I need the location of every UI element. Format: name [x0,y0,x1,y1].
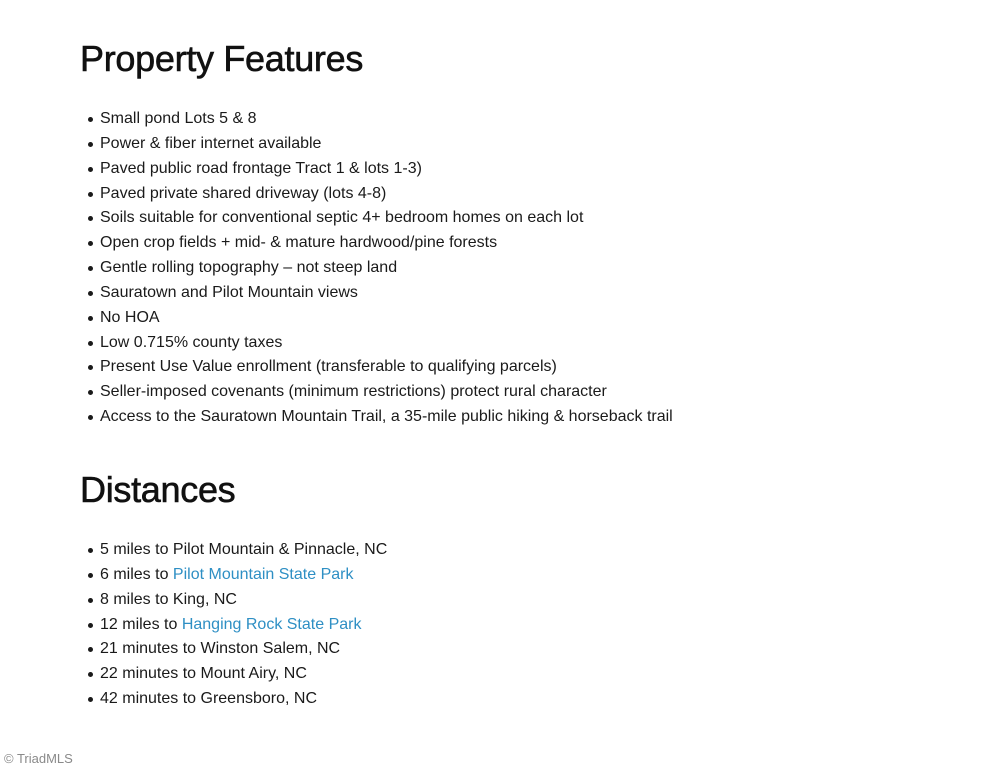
bullet-icon [88,697,93,702]
feature-item-text: Power & fiber internet available [100,134,322,152]
distance-item-text: 22 minutes to Mount Airy, NC [100,665,307,683]
bullet-icon [88,623,93,628]
feature-item-text: No HOA [100,308,160,326]
feature-item [100,157,673,182]
distance-item [100,613,387,638]
distance-item-text: 42 minutes to Greensboro, NC [100,690,317,708]
feature-item [100,355,673,380]
bullet-icon [88,573,93,578]
bullet-icon [88,216,93,221]
feature-item-text: Paved private shared driveway (lots 4-8) [100,184,387,202]
feature-item-text: Seller-imposed covenants (minimum restrictions) protect rural character [100,383,607,401]
triadmls-watermark: © TriadMLS [4,751,73,766]
distance-item [100,563,387,588]
bullet-icon [88,192,93,197]
bullet-icon [88,142,93,147]
feature-item-text: Gentle rolling topography – not steep land [100,259,398,277]
feature-item [100,107,673,132]
distances-heading: Distances [80,469,236,510]
distance-item-text: 5 miles to Pilot Mountain & Pinnacle, NC [100,541,388,558]
distance-item-text: 8 miles to King, NC [100,590,237,608]
distance-item-prefix: 6 miles to [100,565,173,583]
bullet-icon [88,415,93,420]
feature-item-text: Small pond Lots 5 & 8 [100,110,257,127]
bullet-icon [88,266,93,271]
feature-item-text: Sauratown and Pilot Mountain views [100,283,358,301]
feature-item [100,331,673,356]
bullet-icon [88,548,93,553]
bullet-icon [88,390,93,395]
feature-item [100,256,673,281]
pilot-mountain-state-park-link[interactable]: Pilot Mountain State Park [172,565,354,583]
feature-item [100,380,673,405]
distance-item-prefix: 12 miles to [100,615,182,633]
feature-item [100,182,673,207]
distance-item [100,687,387,712]
bullet-icon [88,167,93,172]
bullet-icon [88,241,93,246]
bullet-icon [88,598,93,603]
feature-item [100,306,673,331]
feature-item [100,281,673,306]
feature-item [100,206,673,231]
feature-item-text: Paved public road frontage Tract 1 & lots 1-3) [100,159,422,177]
bullet-icon [88,672,93,677]
bullet-icon [88,365,93,370]
property-features-heading: Property Features [80,38,364,79]
feature-item-text: Present Use Value enrollment (transferable to qualifying parcels) [100,358,557,376]
distance-item [100,588,387,613]
feature-item [100,405,673,430]
distance-item-text: 21 minutes to Winston Salem, NC [100,640,341,658]
hanging-rock-state-park-link[interactable]: Hanging Rock State Park [181,615,362,633]
feature-item [100,132,673,157]
feature-item-text: Low 0.715% county taxes [100,333,283,351]
distance-item [100,538,387,563]
feature-item [100,231,673,256]
bullet-icon [88,647,93,652]
bullet-icon [88,291,93,296]
feature-item-text: Access to the Sauratown Mountain Trail, a 35-mile public hiking & horseback trail [100,408,673,426]
distances-list [100,538,387,712]
bullet-icon [88,316,93,321]
bullet-icon [88,117,93,122]
feature-item-text: Soils suitable for conventional septic 4+ bedroom homes on each lot [100,209,584,227]
property-features-list [100,107,673,430]
distance-item [100,637,387,662]
feature-item-text: Open crop fields + mid- & mature hardwood/pine forests [100,234,498,252]
bullet-icon [88,341,93,346]
distance-item [100,662,387,687]
